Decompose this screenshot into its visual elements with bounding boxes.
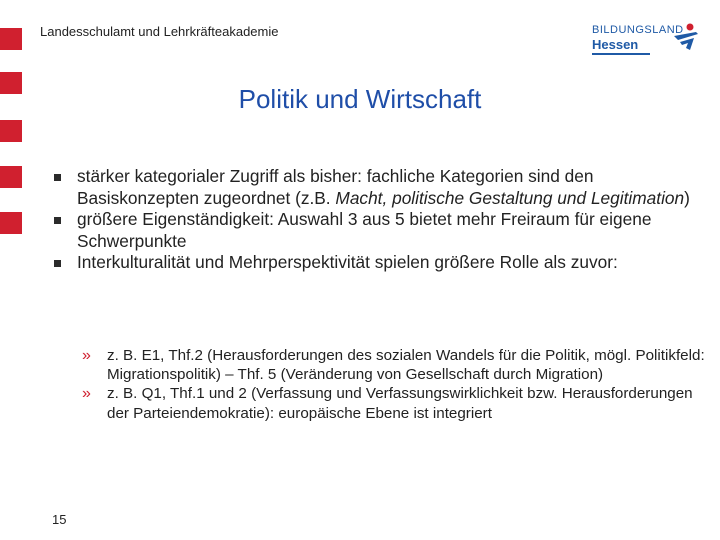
bullet-item bbox=[52, 209, 692, 252]
red-square bbox=[0, 166, 22, 188]
square-bullet-icon bbox=[54, 260, 61, 267]
logo-text-line2: Hessen bbox=[592, 37, 639, 52]
running-figure-icon bbox=[670, 22, 702, 54]
logo-underline bbox=[592, 53, 650, 55]
slide-title: Politik und Wirtschaft bbox=[238, 84, 482, 114]
bullet-list bbox=[52, 166, 692, 274]
bildungsland-hessen-logo bbox=[592, 22, 704, 58]
logo-text-line1: BILDUNGSLAND bbox=[592, 24, 684, 36]
sub-bullet-item bbox=[82, 346, 712, 384]
sub-bullet-text: z. B. E1, Thf.2 (Herausforderungen des sozialen Wandels für die Politik, mögl. Politikfeld: Migrationspolitik) – Thf. 5 (Veränderung von Gesellschaft durch Migration) bbox=[107, 347, 705, 384]
bullet-text: größere Eigenständigkeit: Auswahl 3 aus 5 bietet mehr Freiraum für eigene Schwerpunkte bbox=[77, 209, 652, 251]
sub-bullet-list bbox=[82, 346, 712, 423]
page-number: 15 bbox=[52, 512, 67, 527]
bullet-text: stärker kategorialer Zugriff als bisher: fachliche Kategorien sind den Basiskonzepten zugeordnet (z.B. bbox=[77, 166, 594, 208]
organization-name: Landesschulamt und Lehrkräfteakademie bbox=[40, 24, 279, 39]
bullet-text-italic: Macht, politische Gestaltung und Legitimation bbox=[335, 187, 685, 208]
bullet-item bbox=[52, 252, 692, 274]
bullet-text: Interkulturalität und Mehrperspektivität spielen größere Rolle als zuvor: bbox=[77, 252, 618, 272]
red-square bbox=[0, 212, 22, 234]
square-bullet-icon bbox=[54, 174, 61, 181]
guillemet-bullet-icon: » bbox=[82, 347, 91, 364]
square-bullet-icon bbox=[54, 217, 61, 224]
sub-bullet-text: z. B. Q1, Thf.1 und 2 (Verfassung und Verfassungswirklichkeit bzw. Herausforderungen der Parteiendemokratie): europäische Ebene ist integriert bbox=[107, 385, 693, 422]
bullet-text-end: ) bbox=[684, 187, 690, 208]
bullet-item bbox=[52, 166, 692, 209]
red-square bbox=[0, 120, 22, 142]
sub-bullet-item bbox=[82, 384, 712, 422]
guillemet-bullet-icon: » bbox=[82, 385, 91, 403]
red-square bbox=[0, 28, 22, 50]
